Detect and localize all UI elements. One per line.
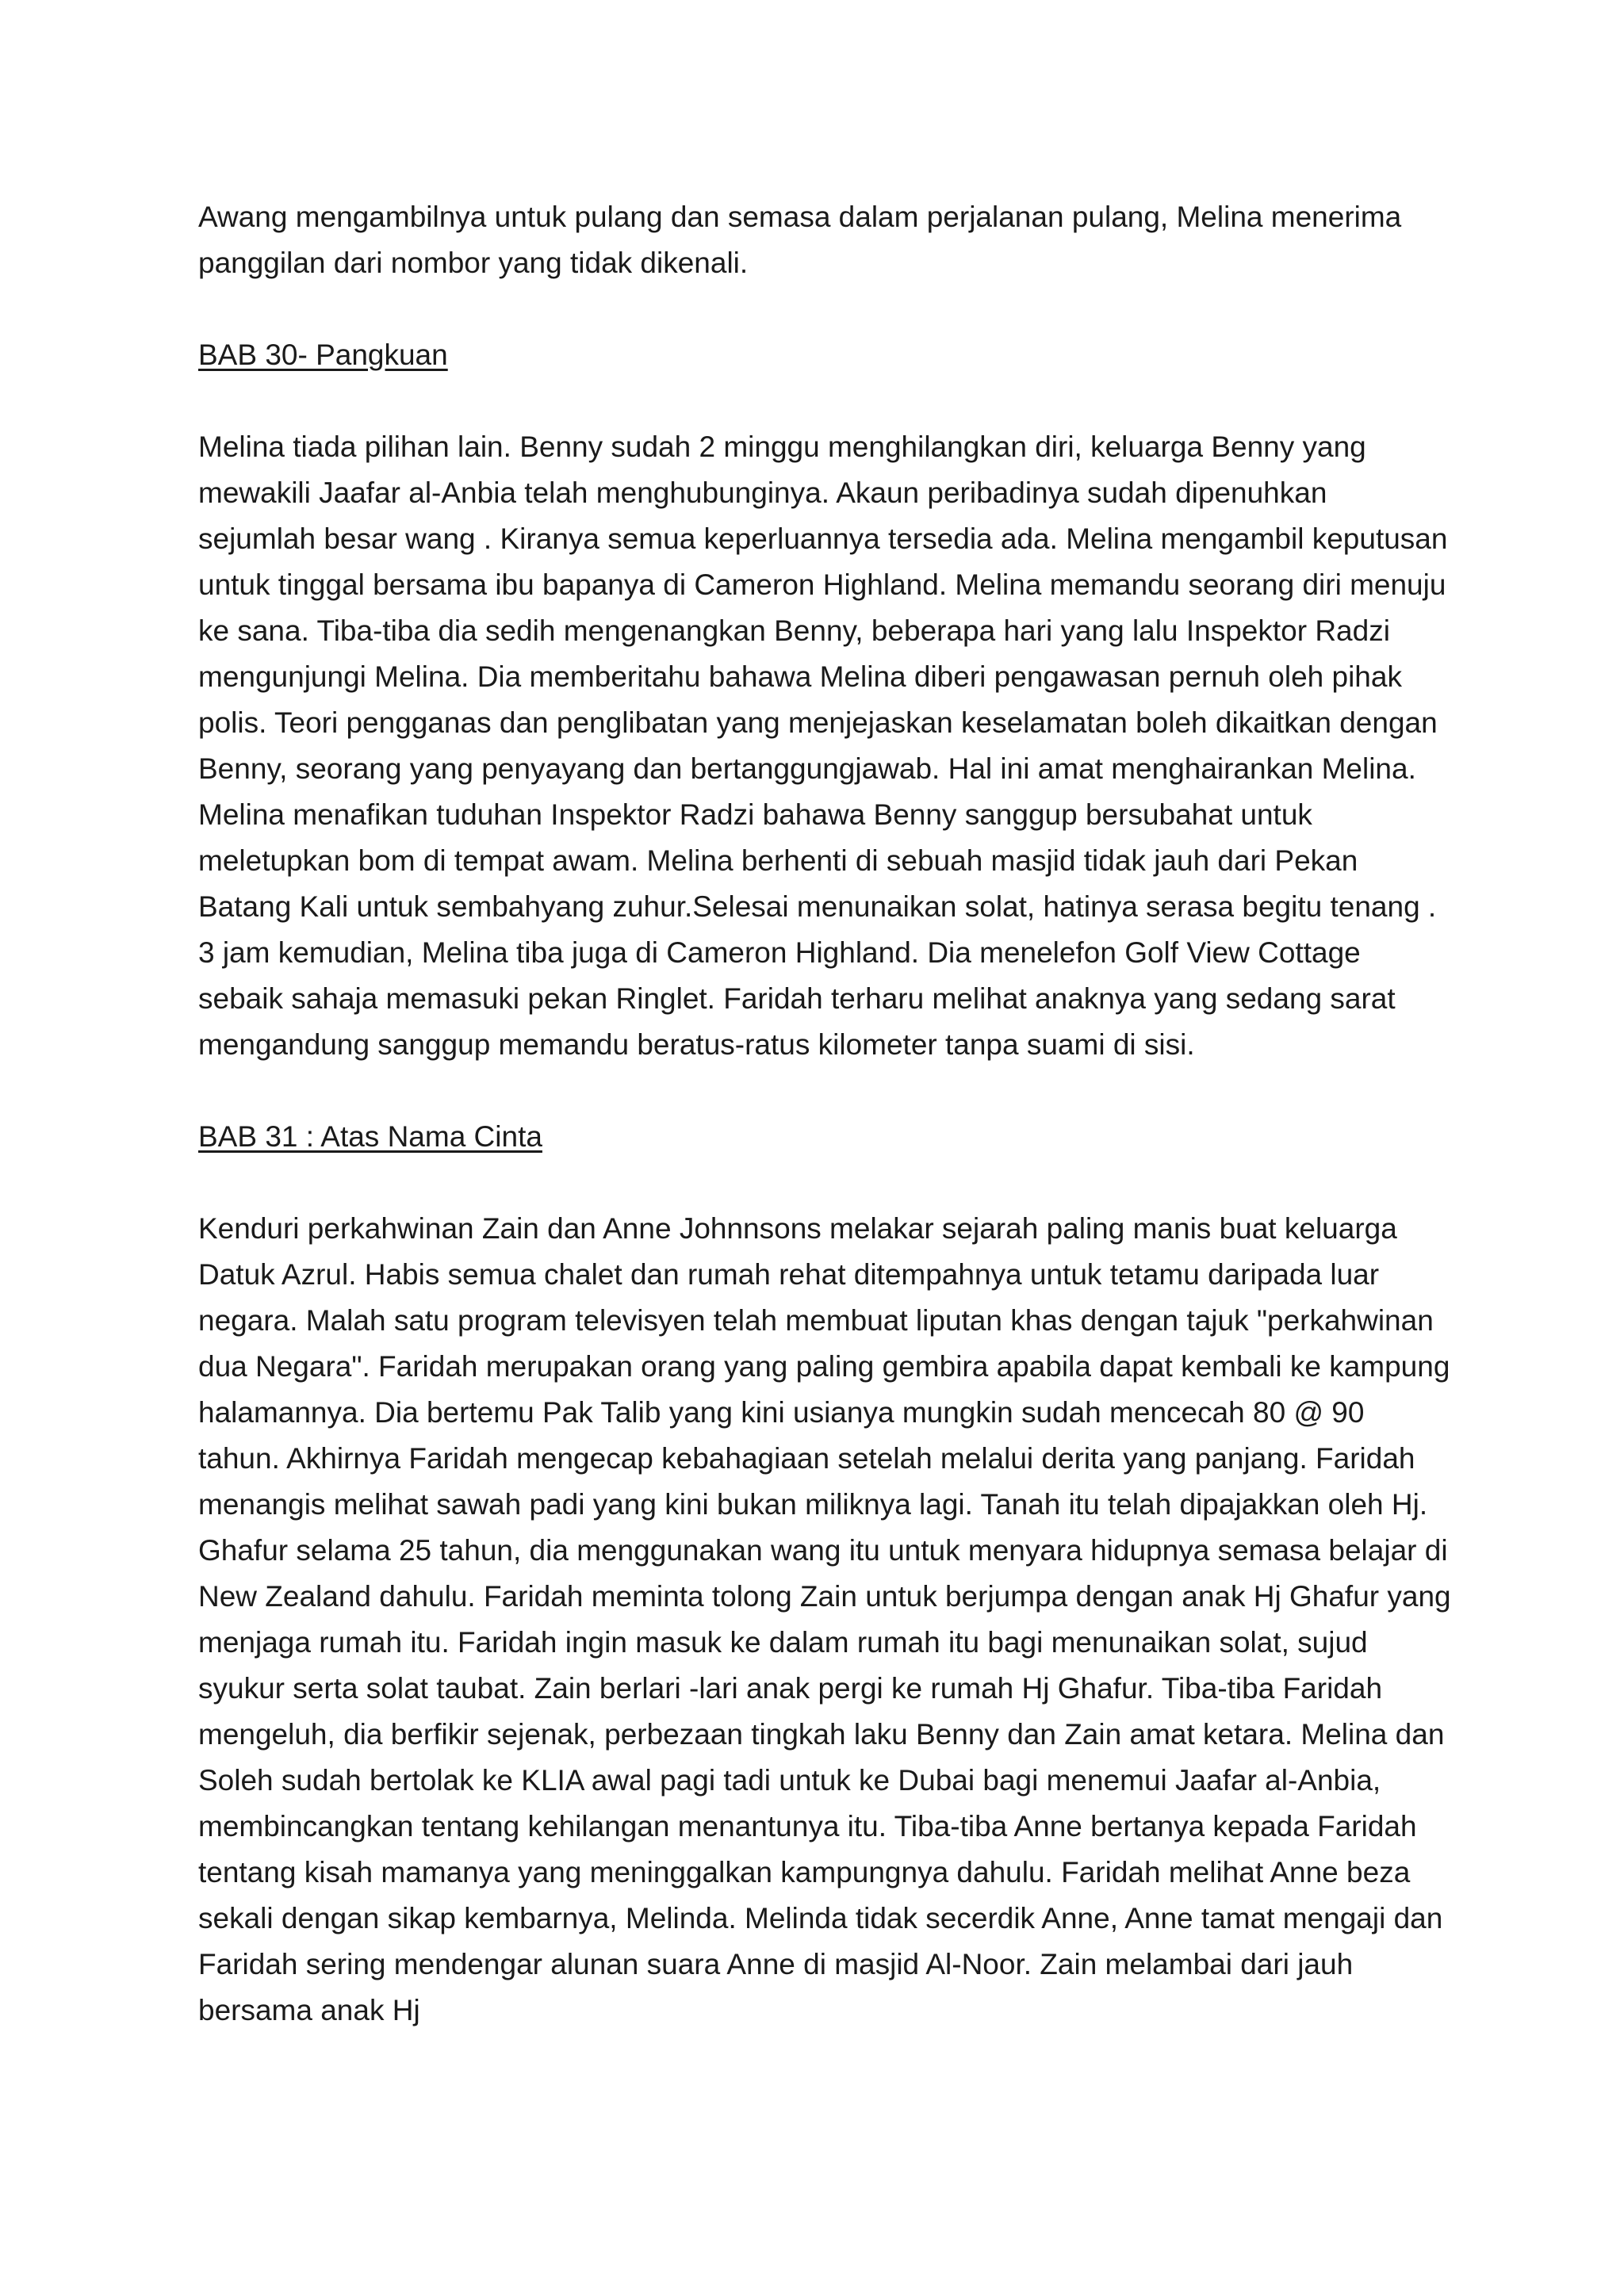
chapter-30-body: Melina tiada pilihan lain. Benny sudah 2 minggu menghilangkan diri, keluarga Benny yang mewakili Jaafar al-Anbia telah menghubunginya. Akaun peribadinya sudah dipenuhkan sejumlah besar wang . Kiranya semua keperluannya tersedia ada. Melina mengambil keputusan untuk tinggal bersama ibu bapanya di Cameron Highland. Melina memandu seorang diri menuju ke sana. Tiba-tiba dia sedih mengenangkan Benny, beberapa hari yang lalu Inspektor Radzi mengunjungi Melina. Dia memberitahu bahawa Melina diberi pengawasan pernuh oleh pihak polis. Teori pengganas dan penglibatan yang menjejaskan keselamatan boleh dikaitkan dengan Benny, seorang yang penyayang dan bertanggungjawab. Hal ini amat menghairankan Melina. Melina menafikan tuduhan Inspektor Radzi bahawa Benny sanggup bersubahat untuk meletupkan bom di tempat awam. Melina berhenti di sebuah masjid tidak jauh dari Pekan Batang Kali untuk sembahyang zuhur.Selesai menunaikan solat, hatinya serasa begitu tenang . 3 jam kemudian, Melina tiba juga di Cameron Highland. Dia menelefon Golf View Cottage sebaik sahaja memasuki pekan Ringlet. Faridah terharu melihat anaknya yang sedang sarat mengandung sanggup memandu beratus-ratus kilometer tanpa suami di sisi.: [198, 430, 1448, 1061]
document-page: [198, 194, 1451, 2080]
chapter-31-heading: BAB 31 : Atas Nama Cinta: [198, 1120, 542, 1153]
chapter-30-section: [198, 332, 1451, 1068]
chapter-30-heading: BAB 30- Pangkuan: [198, 339, 448, 371]
chapter-31-body: Kenduri perkahwinan Zain dan Anne Johnnsons melakar sejarah paling manis buat keluarga Datuk Azrul. Habis semua chalet dan rumah rehat ditempahnya untuk tetamu daripada luar negara. Malah satu program televisyen telah membuat liputan khas dengan tajuk "perkahwinan dua Negara". Faridah merupakan orang yang paling gembira apabila dapat kembali ke kampung halamannya. Dia bertemu Pak Talib yang kini usianya mungkin sudah mencecah 80 @ 90 tahun. Akhirnya Faridah mengecap kebahagiaan setelah melalui derita yang panjang. Faridah menangis melihat sawah padi yang kini bukan miliknya lagi. Tanah itu telah dipajakkan oleh Hj. Ghafur selama 25 tahun, dia menggunakan wang itu untuk menyara hidupnya semasa belajar di New Zealand dahulu. Faridah meminta tolong Zain untuk berjumpa dengan anak Hj Ghafur yang menjaga rumah itu. Faridah ingin masuk ke dalam rumah itu bagi menunaikan solat, sujud syukur serta solat taubat. Zain berlari -lari anak pergi ke rumah Hj Ghafur. Tiba-tiba Faridah mengeluh, dia berfikir sejenak, perbezaan tingkah laku Benny dan Zain amat ketara. Melina dan Soleh sudah bertolak ke KLIA awal pagi tadi untuk ke Dubai bagi menemui Jaafar al-Anbia, membincangkan tentang kehilangan menantunya itu. Tiba-tiba Anne bertanya kepada Faridah tentang kisah mamanya yang meninggalkan kampungnya dahulu. Faridah melihat Anne beza sekali dengan sikap kembarnya, Melinda. Melinda tidak secerdik Anne, Anne tamat mengaji dan Faridah sering mendengar alunan suara Anne di masjid Al-Noor. Zain melambai dari jauh bersama anak Hj: [198, 1212, 1451, 2026]
intro-paragraph: Awang mengambilnya untuk pulang dan semasa dalam perjalanan pulang, Melina menerima panggilan dari nombor yang tidak dikenali.: [198, 201, 1402, 279]
chapter-31-section: [198, 1114, 1451, 2034]
